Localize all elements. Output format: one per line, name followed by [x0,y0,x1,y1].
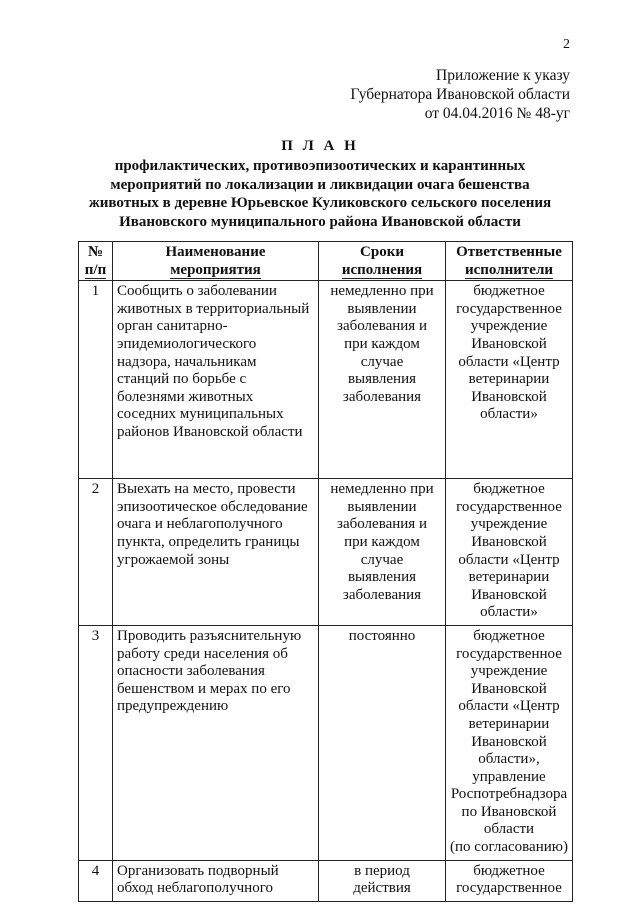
table-row [79,625,573,860]
cell-resp-line: области «Центр [458,698,560,715]
header-num: № п/п [79,242,113,281]
cell-term-line: заболевания [342,586,422,603]
cell-term [319,860,446,901]
table-row [79,281,573,479]
cell-resp [446,479,573,626]
cell-num: 3 [79,625,113,860]
cell-term-line: немедленно при [330,481,434,498]
cell-name [113,281,319,479]
cell-num: 4 [79,860,113,901]
cell-resp [446,625,573,860]
plan-table [78,241,573,902]
cell-name-line: районов Ивановской области [117,423,303,440]
cell-resp-line: государственное [456,300,562,317]
cell-resp-line: государственное [456,880,562,897]
cell-resp-line: государственное [456,645,562,662]
plan-title: П Л А Н [281,138,359,154]
cell-term-line: немедленно при [330,283,434,300]
cell-name-line: животных в территориальный [117,300,310,317]
cell-resp-line: Ивановской [471,388,547,405]
cell-resp-line: Ивановской [471,586,547,603]
cell-name-line: бешенством и мерах по его [117,680,291,697]
cell-resp-line: учреждение [470,318,548,335]
subtitle-line: профилактических, противоэпизоотических и карантинных [114,158,526,174]
header-resp: Ответственные исполнители [446,242,573,281]
cell-name-line: очага и неблагополучного [117,516,283,533]
cell-name-line: работу среди населения об [117,645,288,662]
cell-resp-line: области «Центр [458,551,560,568]
cell-resp-line: Ивановской [471,733,547,750]
cell-name-line: болезнями животных [117,388,254,405]
cell-resp-line: бюджетное [473,862,545,879]
appendix-line: Губернатора Ивановской области [350,86,570,103]
cell-name-line: соседних муниципальных [117,406,284,423]
cell-resp-line: бюджетное [473,481,545,498]
appendix-line: Приложение к указу [436,67,570,84]
cell-name-line: Организовать подворный [117,862,279,879]
cell-name-line: пункта, определить границы [117,533,300,550]
cell-term-line: в период [354,862,410,879]
cell-name-line: Выехать на место, провести [117,481,296,498]
subtitle-line: животных в деревне Юрьевское Куликовского сельского поселения [88,195,552,211]
cell-term-line: заболевания [342,388,422,405]
cell-name [113,479,319,626]
plan-subtitle [0,157,640,231]
cell-term-line: выявлении [347,300,417,317]
cell-resp [446,860,573,901]
cell-resp-line: ветеринарии [468,569,550,586]
cell-resp-line: бюджетное [473,283,545,300]
cell-name-line: Проводить разъяснительную [117,627,302,644]
cell-term-line: выявления [347,371,417,388]
table-row [79,860,573,901]
cell-name-line: предупреждению [117,698,229,715]
cell-resp-line: бюджетное [473,627,545,644]
cell-resp-line: области» [480,604,538,621]
cell-resp-line: области [483,821,535,838]
cell-term-line: заболевания и [337,318,427,335]
cell-term [319,281,446,479]
cell-resp-line: области» [480,406,538,423]
cell-resp-line: области», [478,751,540,768]
cell-resp-line: Роспотребнадзора [450,786,568,803]
cell-name-line: надзора, начальникам [117,353,257,370]
cell-name-line: эпидемиологического [117,335,257,352]
cell-resp-line: (по согласованию) [450,839,568,856]
appendix-block [350,66,570,123]
cell-name [113,860,319,901]
cell-term-line: заболевания и [337,516,427,533]
page-number: 2 [563,37,570,52]
plan-table-body [79,281,573,902]
table-row [79,479,573,626]
cell-term-line: действия [353,880,411,897]
appendix-line: от 04.04.2016 № 48-уг [424,105,570,122]
table-header-row [79,242,573,281]
cell-name-line: обход неблагополучного [117,880,273,897]
cell-term-line: выявления [347,569,417,586]
cell-resp-line: ветеринарии [468,715,550,732]
cell-resp-line: учреждение [470,663,548,680]
cell-resp [446,281,573,479]
cell-resp-line: учреждение [470,516,548,533]
cell-resp-line: области «Центр [458,353,560,370]
cell-num: 1 [79,281,113,479]
cell-resp-line: ветеринарии [468,371,550,388]
cell-term-line: постоянно [348,627,416,644]
subtitle-line: Ивановского муниципального района Ивановской области [119,213,521,230]
cell-resp-line: государственное [456,498,562,515]
cell-resp-line: управление [472,768,546,785]
subtitle-line: мероприятий по локализации и ликвидации очага бешенства [110,176,530,193]
cell-term-line: при каждом [344,533,420,550]
cell-term-line: при каждом [344,335,420,352]
cell-name-line: станций по борьбе с [117,371,247,388]
cell-name-line: Сообщить о заболевании [117,283,277,300]
cell-name-line: угрожаемой зоны [117,551,230,568]
cell-name-line: орган санитарно- [117,318,228,335]
cell-term-line: выявлении [347,498,417,515]
cell-name [113,625,319,860]
cell-term-line: случае [360,353,404,370]
cell-name-line: эпизоотическое обследование [117,498,308,515]
header-term: Сроки исполнения [319,242,446,281]
cell-resp-line: Ивановской [471,335,547,352]
cell-term-line: случае [360,551,404,568]
cell-name-line: опасности заболевания [117,663,265,680]
header-name: Наименование мероприятия [113,242,319,281]
cell-term [319,625,446,860]
cell-resp-line: Ивановской [471,533,547,550]
cell-resp-line: по Ивановской [461,803,557,820]
cell-num: 2 [79,479,113,626]
cell-term [319,479,446,626]
cell-resp-line: Ивановской [471,680,547,697]
